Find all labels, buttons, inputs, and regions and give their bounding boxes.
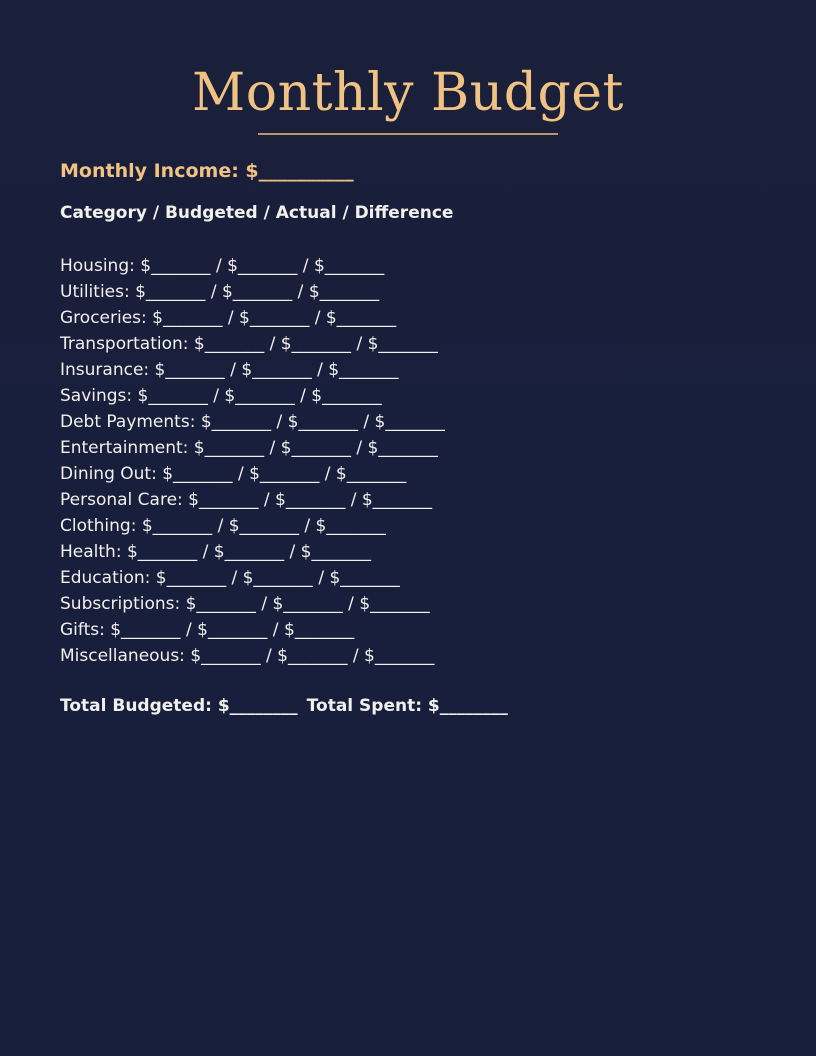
category-row-clothing: Clothing: $_______ / $_______ / $_______ (60, 516, 386, 536)
category-row-savings: Savings: $_______ / $_______ / $_______ (60, 386, 382, 406)
category-row-insurance: Insurance: $_______ / $_______ / $_______ (60, 360, 399, 380)
category-row-personal-care: Personal Care: $_______ / $_______ / $_______ (60, 490, 433, 510)
category-row-miscellaneous: Miscellaneous: $_______ / $_______ / $_______ (60, 646, 435, 666)
category-row-housing: Housing: $_______ / $_______ / $_______ (60, 256, 385, 276)
monthly-income-line: Monthly Income: $__________ (60, 160, 354, 182)
totals-line (60, 694, 508, 718)
category-row-utilities: Utilities: $_______ / $_______ / $_______ (60, 282, 380, 302)
page-title: Monthly Budget (192, 63, 624, 123)
category-row-gifts: Gifts: $_______ / $_______ / $_______ (60, 620, 355, 640)
category-row-subscriptions: Subscriptions: $_______ / $_______ / $_______ (60, 594, 430, 614)
total-budgeted: Total Budgeted: $________ (60, 696, 298, 716)
category-row-entertainment: Entertainment: $_______ / $_______ / $_______ (60, 438, 438, 458)
category-row-dining-out: Dining Out: $_______ / $_______ / $_______ (60, 464, 407, 484)
category-row-education: Education: $_______ / $_______ / $_______ (60, 568, 400, 588)
category-row-health: Health: $_______ / $_______ / $_______ (60, 542, 371, 562)
total-spent: Total Spent: $________ (306, 696, 508, 716)
category-row-debt-payments: Debt Payments: $_______ / $_______ / $_______ (60, 412, 445, 432)
title-divider (258, 133, 558, 135)
column-header-line: Category / Budgeted / Actual / Difference (60, 203, 454, 223)
category-list (60, 253, 445, 669)
category-row-groceries: Groceries: $_______ / $_______ / $_______ (60, 308, 397, 328)
category-row-transportation: Transportation: $_______ / $_______ / $_______ (60, 334, 438, 354)
